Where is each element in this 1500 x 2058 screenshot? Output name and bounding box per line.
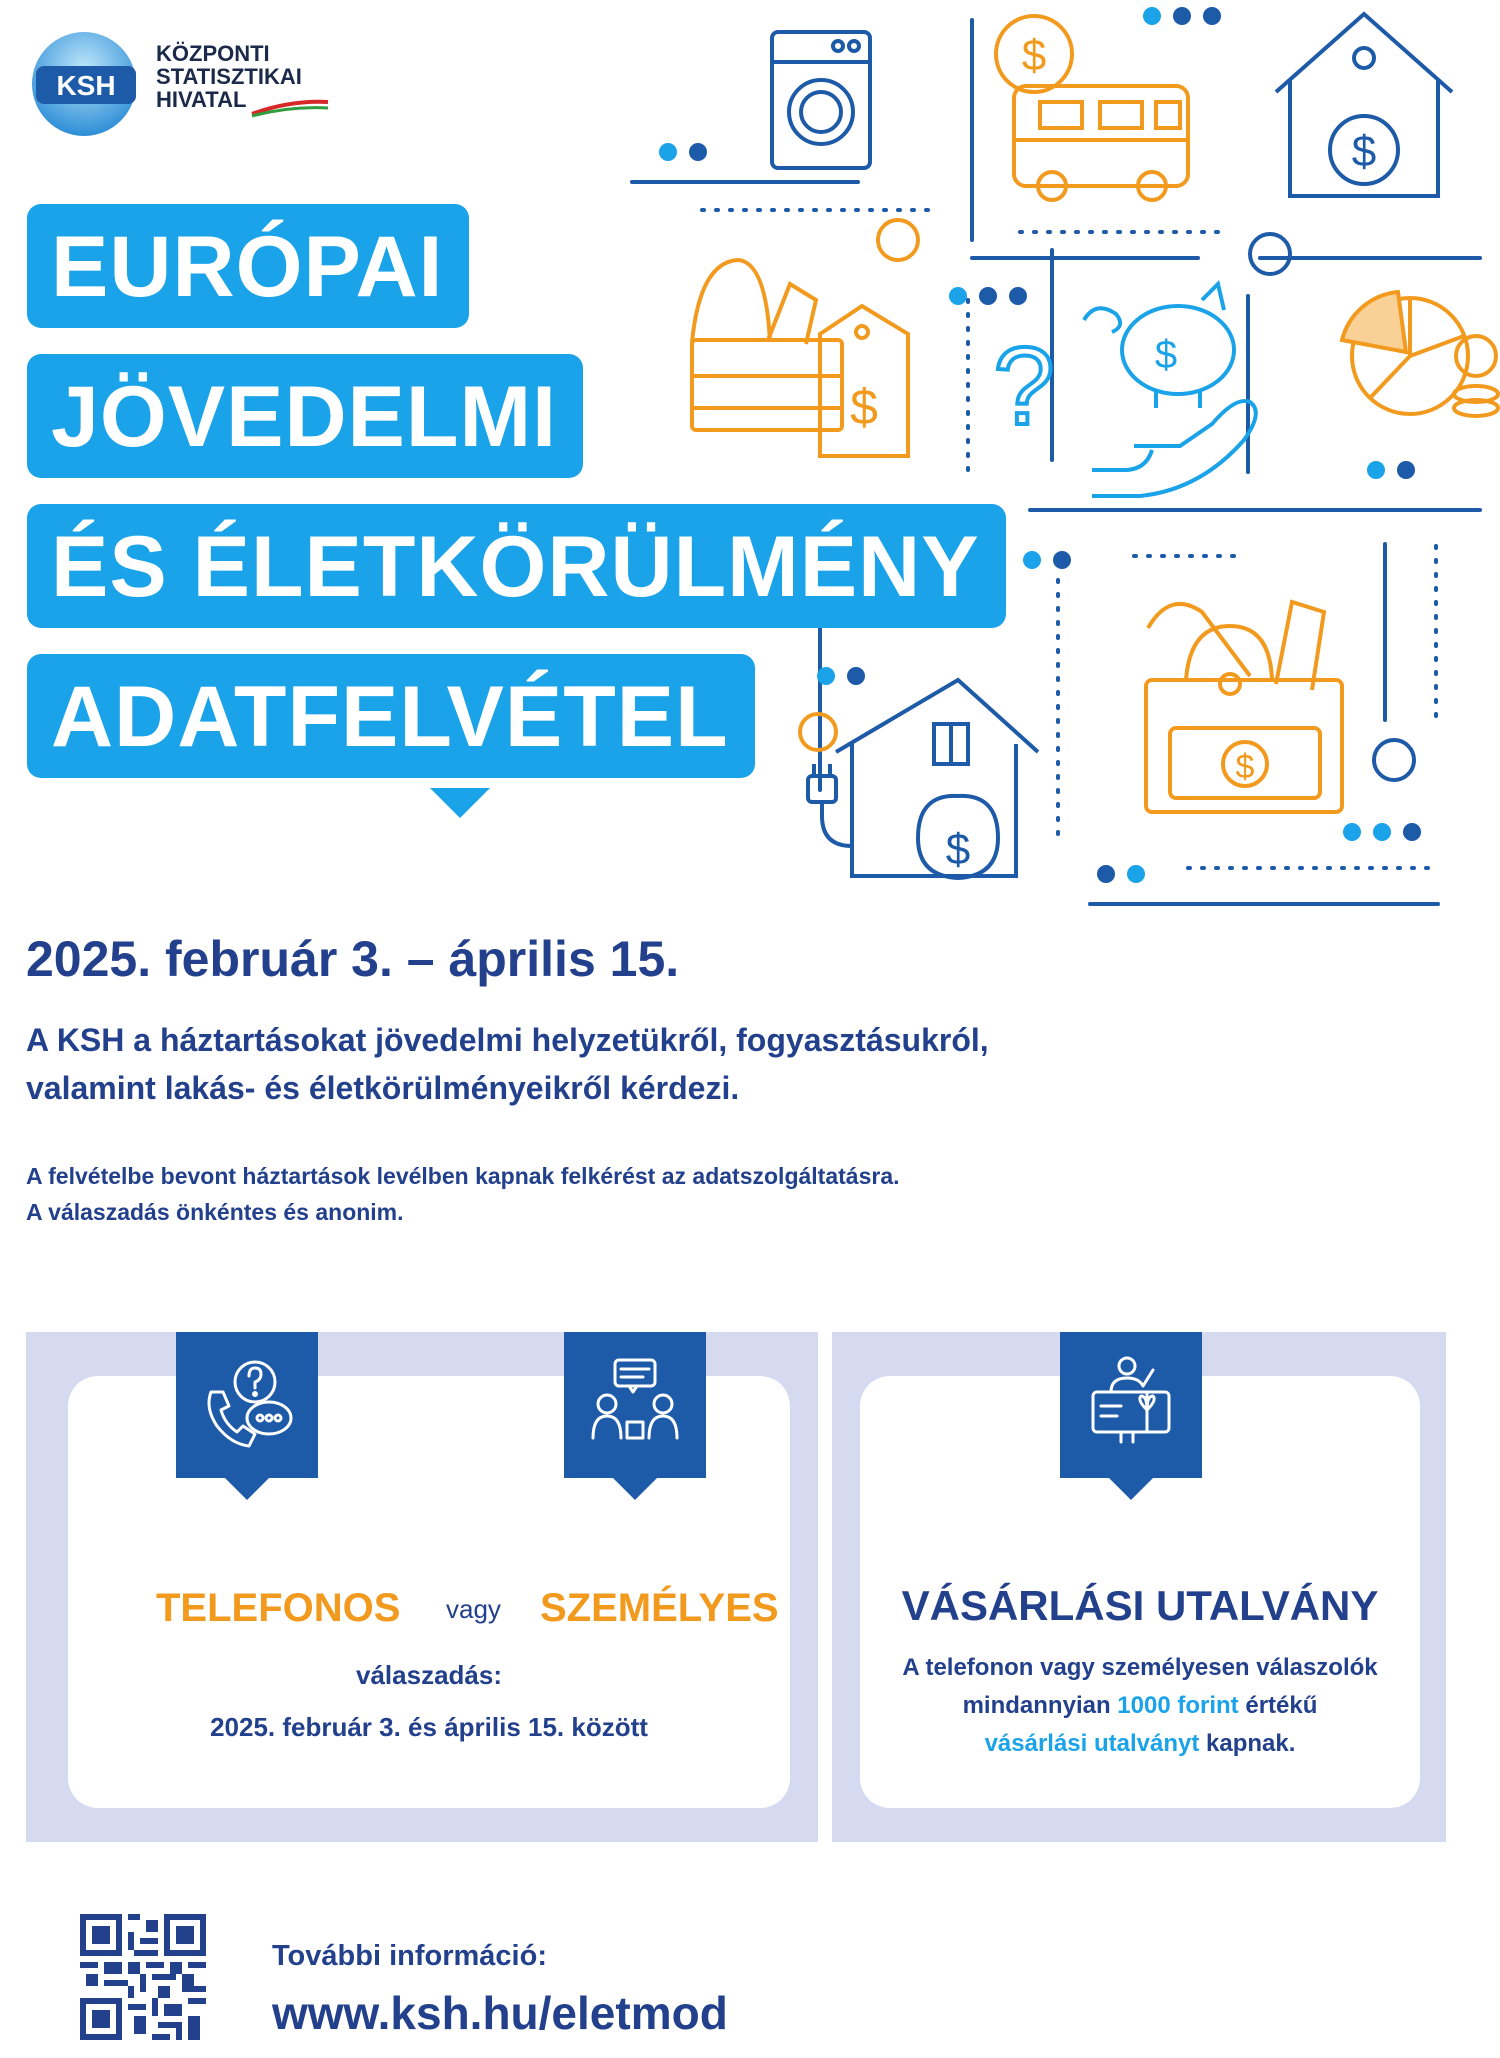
note-line-1: A felvételbe bevont háztartások levélben kapnak felkérést az adatszolgáltatásra. (26, 1163, 900, 1189)
svg-text:?: ? (993, 325, 1055, 448)
pie-chart-icon (1342, 292, 1498, 416)
voucher-line-3-post: kapnak. (1206, 1730, 1296, 1757)
svg-text:$: $ (850, 379, 878, 435)
piggy-bank-icon (1084, 284, 1256, 496)
ksh-logo-icon (28, 28, 148, 138)
voucher-line-2-post: értékű (1245, 1692, 1318, 1719)
title-line-2: JÖVEDELMI (27, 354, 583, 478)
title-line-3: ÉS ÉLETKÖRÜLMÉNY (27, 504, 1006, 628)
info-url-link[interactable]: www.ksh.hu/eletmod (272, 1987, 728, 2039)
phone-chat-icon (197, 1352, 297, 1452)
voucher-highlight: vásárlási utalványt (984, 1730, 1200, 1757)
note-line-2: A válaszadás önkéntes és anonim. (26, 1199, 404, 1225)
question-icon (993, 325, 1054, 448)
date-range: 2025. február 3. – április 15. (26, 931, 680, 987)
response-period: 2025. február 3. és április 15. között (210, 1712, 648, 1742)
bus-icon (996, 16, 1188, 200)
voucher-badge (1060, 1332, 1202, 1478)
speech-tail (430, 788, 490, 818)
title-line-1: EURÓPAI (27, 204, 469, 328)
response-label: válaszadás: (356, 1660, 502, 1690)
voucher-line-1: A telefonon vagy személyesen válaszolók (902, 1654, 1378, 1681)
svg-text:$: $ (1154, 333, 1178, 377)
intro-line-1: A KSH a háztartásokat jövedelmi helyzetükről, fogyasztásukról, (26, 1022, 989, 1058)
voucher-amount: 1000 forint (1117, 1692, 1239, 1719)
logo-line-1: KÖZPONTI (156, 41, 270, 66)
voucher-panel (832, 1332, 1446, 1842)
interview-icon (585, 1352, 685, 1452)
voucher-line-2 (860, 1692, 1420, 1720)
voucher-title: VÁSÁRLÁSI UTALVÁNY (901, 1582, 1379, 1629)
personal-response-label: SZEMÉLYES (540, 1586, 779, 1630)
voucher-icon (1081, 1352, 1181, 1452)
svg-text:$: $ (1021, 31, 1047, 80)
phone-badge (176, 1332, 318, 1478)
note-text (26, 1158, 900, 1230)
groceries-icon (692, 260, 908, 456)
logo-line-3: HIVATAL (156, 87, 247, 112)
title-line-4: ADATFELVÉTEL (27, 654, 755, 778)
flag-swoosh-icon (250, 98, 330, 118)
illustration-panel (600, 0, 1500, 920)
more-info-label: További információ: (272, 1940, 547, 1972)
house-plug-icon (808, 680, 1038, 878)
voucher-line-3 (860, 1730, 1420, 1758)
or-label: vagy (446, 1594, 501, 1624)
phone-response-label: TELEFONOS (156, 1586, 401, 1630)
svg-text:$: $ (945, 825, 971, 874)
voucher-line-2-pre: mindannyian (962, 1692, 1111, 1719)
basket-icon (1146, 602, 1342, 812)
washing-machine-icon (772, 32, 870, 168)
intro-line-2: valamint lakás- és életkörülményeikről kérdezi. (26, 1070, 740, 1106)
house-dollar-icon (1276, 14, 1452, 196)
intro-text (26, 1016, 989, 1112)
logo-badge-text: KSH (56, 70, 116, 101)
svg-text:$: $ (1235, 748, 1255, 786)
logo-line-2: STATISZTIKAI (156, 64, 302, 89)
svg-text:$: $ (1351, 127, 1377, 176)
response-panel (26, 1332, 818, 1842)
qr-code[interactable] (80, 1914, 206, 2040)
interview-badge (564, 1332, 706, 1478)
ksh-logo (28, 28, 328, 138)
